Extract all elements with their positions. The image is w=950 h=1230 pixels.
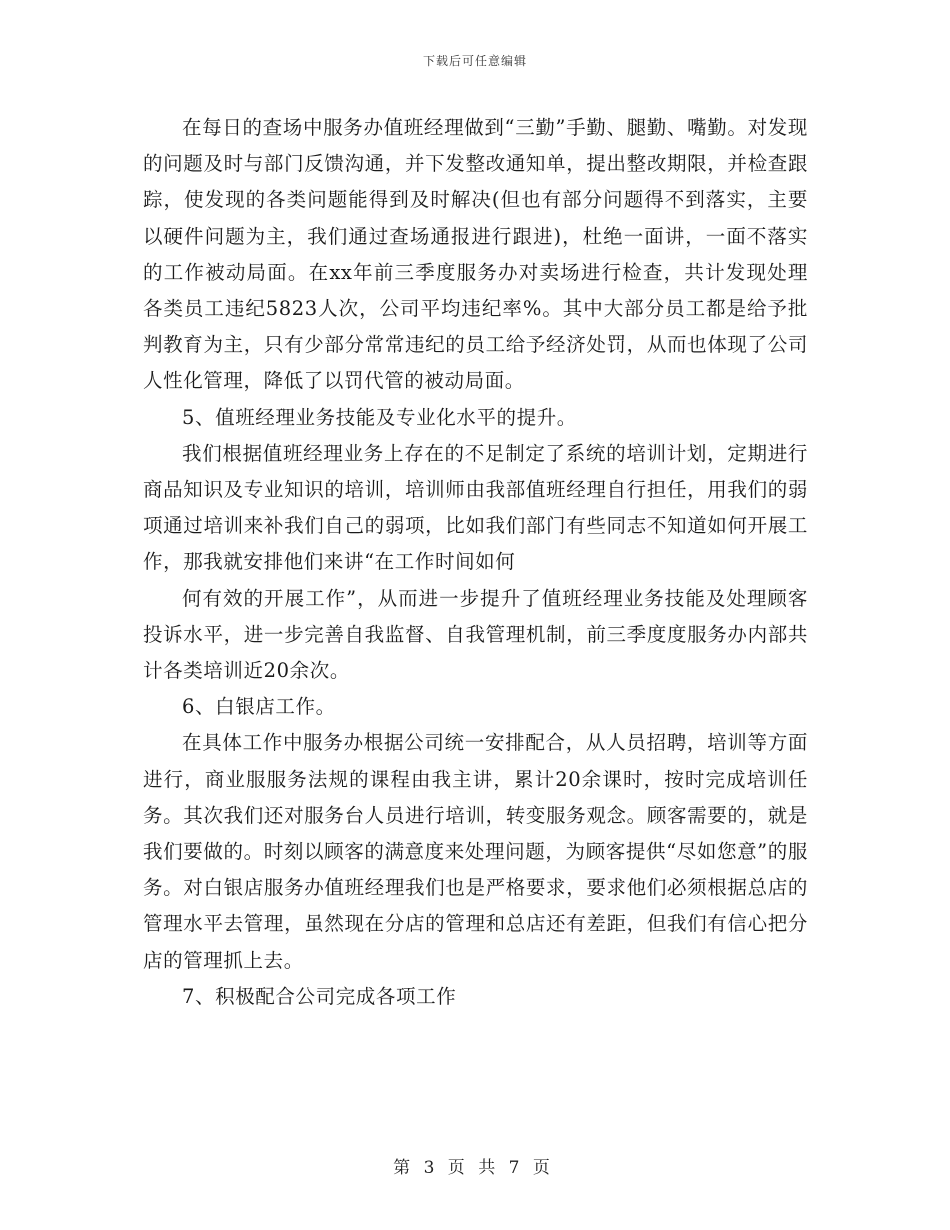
page-header: 下载后可任意编辑 [422, 54, 527, 68]
heading-item-5: 5、值班经理业务技能及专业化水平的提升。 [182, 405, 577, 429]
page-footer [0, 1153, 950, 1178]
heading-item-7: 7、积极配合公司完成各项工作 [182, 984, 457, 1008]
paragraph-training: 我们根据值班经理业务上存在的不足制定了系统的培训计划，定期进行商品知识及专业知识的培训，培训师由我部值班经理自行担任，用我们的弱项通过培训来补我们自己的弱项，比如我们部门有些同志不知道如何开展工作，那我就安排他们来讲“在工作时间如何 [143, 441, 808, 574]
footer-page-word: 页 [447, 1158, 466, 1178]
paragraph-training-continued: 何有效的开展工作”，从而进一步提升了值班经理业务技能及处理顾客投诉水平，进一步完善自我监督、自我管理机制，前三季度度服务办内部共计各类培训近20余次。 [143, 586, 808, 683]
footer-total-word: 共 [478, 1158, 497, 1178]
footer-suffix: 页 [532, 1158, 551, 1178]
footer-total-pages: 7 [508, 1158, 521, 1178]
paragraph-baiyin-store: 在具体工作中服务办根据公司统一安排配合，从人员招聘，培训等方面进行，商业服服务法规的课程由我主讲，累计20余课时，按时完成培训任务。其次我们还对服务台人员进行培训，转变服务观念。顾客需要的，就是我们要做的。时刻以顾客的满意度来处理问题，为顾客提供“尽如您意”的服务。对白银店服务办值班经理我们也是严格要求，要求他们必须根据总店的管理水平去管理，虽然现在分店的管理和总店还有差距，但我们有信心把分店的管理抓上去。 [143, 731, 808, 972]
paragraph-inspection: 在每日的查场中服务办值班经理做到“三勤”手勤、腿勤、嘴勤。对发现的问题及时与部门反馈沟通，并下发整改通知单，提出整改期限，并检查跟踪，使发现的各类问题能得到及时解决(但也有部分问题得不到落实，主要以硬件问题为主，我们通过查场通报进行跟进)，杜绝一面讲，一面不落实的工作被动局面。在xx年前三季度服务办对卖场进行检查，共计发现处理各类员工违纪5823人次，公司平均违纪率%。其中大部分员工都是给予批判教育为主，只有少部分常常违纪的员工给予经济处罚，从而也体现了公司人性化管理，降低了以罚代管的被动局面。 [143, 116, 808, 393]
footer-page-number: 3 [423, 1158, 436, 1178]
footer-prefix: 第 [393, 1158, 412, 1178]
heading-item-6: 6、白银店工作。 [182, 695, 336, 719]
document-body [143, 110, 808, 1015]
